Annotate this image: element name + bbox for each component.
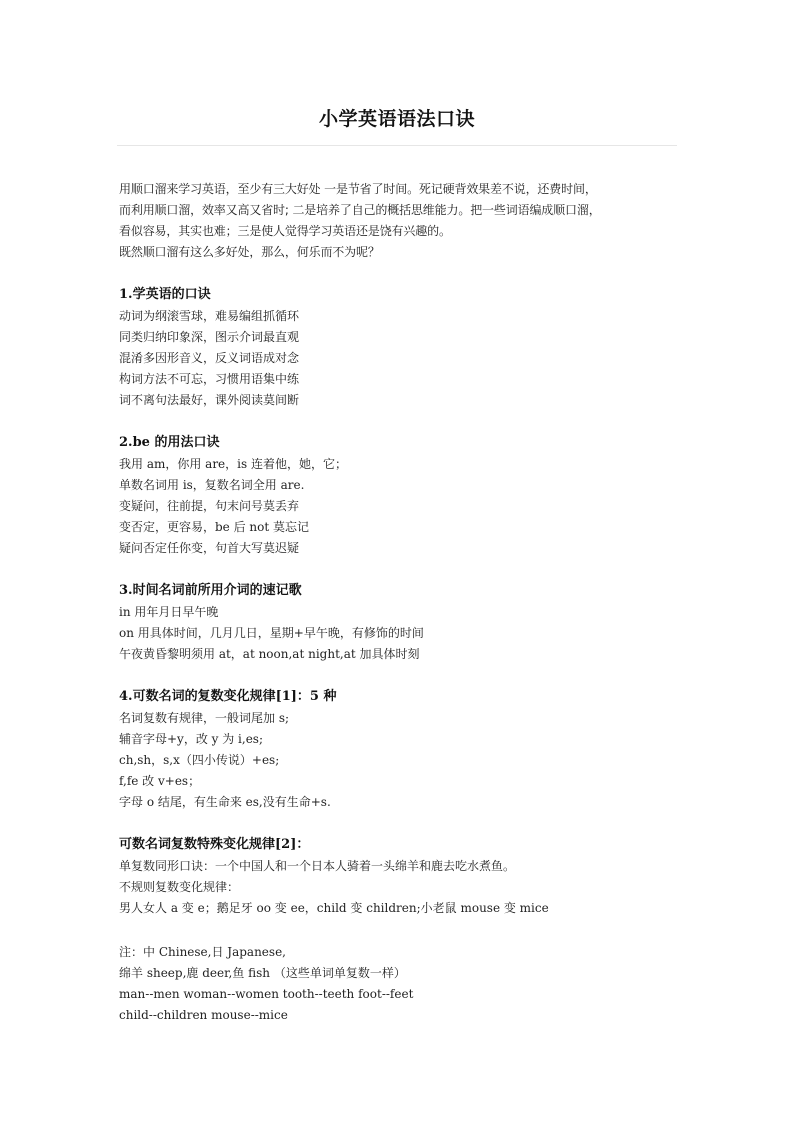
- section-heading: 可数名词复数特殊变化规律[2]：: [119, 837, 310, 852]
- section-line: 单复数同形口诀：一个中国人和一个日本人骑着一头绵羊和鹿去吃水煮鱼。: [119, 859, 516, 873]
- section-line: 字母 o 结尾，有生命来 es,没有生命+s.: [119, 795, 331, 809]
- section-line: in 用年月日早午晚: [119, 605, 219, 619]
- section-5: [119, 834, 684, 919]
- note-line: 注：中 Chinese,日 Japanese,: [119, 945, 286, 959]
- section-line: 不规则复数变化规律：: [119, 880, 240, 894]
- intro-paragraph: [119, 179, 684, 263]
- section-heading: 3.时间名词前所用介词的速记歌: [119, 583, 302, 598]
- section-4: [119, 686, 684, 813]
- section-line: 混淆多因形音义，反义词语成对念: [119, 351, 300, 365]
- section-line: 辅音字母+y，改 y 为 i,es;: [119, 732, 264, 746]
- intro-line: 既然顺口溜有这么多好处，那么，何乐而不为呢？: [119, 245, 380, 259]
- section-line: 疑问否定任你变，句首大写莫迟疑: [119, 541, 300, 555]
- document-body: [119, 179, 684, 1026]
- section-heading: 4.可数名词的复数变化规律[1]：5 种: [119, 689, 337, 704]
- section-line: 变疑问，往前提，句末问号莫丢弃: [119, 499, 300, 513]
- note-block: [119, 942, 684, 1026]
- section-2: [119, 432, 684, 559]
- section-line: 男人女人 a 变 e；鹅足牙 oo 变 ee，child 变 children;小老鼠 mouse 变 mice: [119, 901, 549, 915]
- note-line: child--children mouse--mice: [119, 1008, 288, 1022]
- section-heading: 1.学英语的口诀: [119, 287, 211, 302]
- section-line: on 用具体时间，几月几日，星期+早午晚，有修饰的时间: [119, 626, 424, 640]
- section-line: 午夜黄昏黎明须用 at，at noon,at night,at 加具体时刻: [119, 647, 420, 661]
- intro-line: 看似容易，其实也难；三是使人觉得学习英语还是饶有兴趣的。: [119, 224, 451, 238]
- page-title: 小学英语语法口诀: [318, 108, 475, 130]
- note-line: 绵羊 sheep,鹿 deer,鱼 fish （这些单词单复数一样）: [119, 966, 406, 980]
- section-heading: 2.be 的用法口诀: [119, 435, 220, 450]
- section-3: [119, 580, 684, 665]
- section-line: 动词为纲滚雪球，难易编组抓循环: [119, 309, 300, 323]
- title-divider: [117, 145, 677, 146]
- intro-line: 而利用顺口溜，效率又高又省时; 二是培养了自己的概括思维能力。把一些词语编成顺口溜，: [119, 203, 601, 217]
- section-line: 名词复数有规律，一般词尾加 s;: [119, 711, 290, 725]
- section-line: 单数名词用 is，复数名词全用 are.: [119, 478, 305, 492]
- section-line: 变否定，更容易，be 后 not 莫忘记: [119, 520, 310, 534]
- section-1: [119, 284, 684, 411]
- section-line: 同类归纳印象深，图示介词最直观: [119, 330, 300, 344]
- section-line: f,fe 改 v+es；: [119, 774, 201, 788]
- note-line: man--men woman--women tooth--teeth foot--feet: [119, 987, 414, 1001]
- section-line: 我用 am，你用 are，is 连着他，她，它；: [119, 457, 347, 471]
- intro-line: 用顺口溜来学习英语，至少有三大好处 一是节省了时间。死记硬背效果差不说，还费时间，: [119, 182, 597, 196]
- section-line: 词不离句法最好，课外阅读莫间断: [119, 393, 300, 407]
- section-line: ch,sh，s,x（四小传说）+es;: [119, 753, 280, 767]
- section-line: 构词方法不可忘，习惯用语集中练: [119, 372, 300, 386]
